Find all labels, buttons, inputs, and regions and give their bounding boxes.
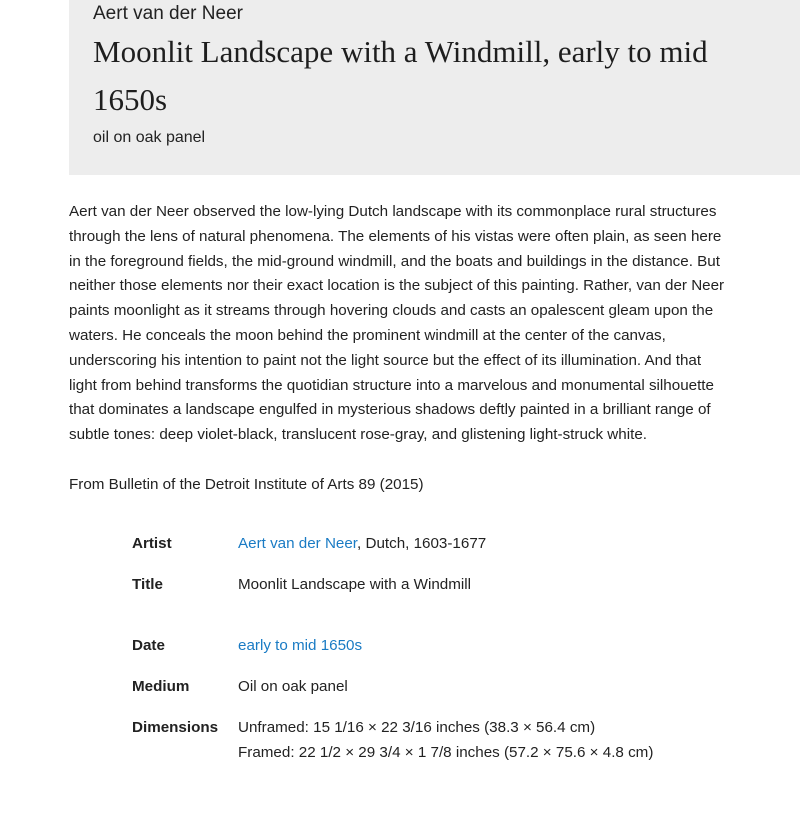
dimensions-framed: Framed: 22 1/2 × 29 3/4 × 1 7/8 inches (57.2 × 75.6 × 4.8 cm) xyxy=(238,744,654,761)
detail-label-artist: Artist xyxy=(132,535,172,552)
date-link[interactable]: early to mid 1650s xyxy=(238,637,363,654)
artwork-medium: oil on oak panel xyxy=(93,129,206,146)
detail-value-date xyxy=(238,633,362,658)
artist-name: Aert van der Neer xyxy=(93,3,243,24)
artwork-header xyxy=(69,0,800,175)
detail-label-date: Date xyxy=(132,637,165,654)
detail-label-dimensions: Dimensions xyxy=(132,719,219,736)
detail-value-dimensions xyxy=(238,715,653,765)
description-source: From Bulletin of the Detroit Institute of Arts 89 (2015) xyxy=(69,476,424,493)
artwork-title: Moonlit Landscape with a Windmill, early to mid 1650s xyxy=(93,34,708,117)
artist-nationality-dates: , Dutch, 1603-1677 xyxy=(357,535,487,552)
dimensions-unframed: Unframed: 15 1/16 × 22 3/16 inches (38.3 × 56.4 cm) xyxy=(238,719,596,736)
detail-value-title: Moonlit Landscape with a Windmill xyxy=(238,576,471,593)
artist-link[interactable]: Aert van der Neer xyxy=(238,535,358,552)
detail-value-artist xyxy=(238,531,486,556)
detail-value-medium: Oil on oak panel xyxy=(238,678,348,695)
artwork-description: Aert van der Neer observed the low-lying Dutch landscape with its commonplace rural structures through the lens of natural phenomena. The elements of his vistas were often plain, as seen here in the foreground fields, the mid-ground windmill, and the boats and buildings in the distance. But neither those elements nor their exact location is the subject of this painting. Rather, van der Neer paints moonlight as it streams through hovering clouds and casts an opalescent gleam upon the waters. He conceals the moon behind the prominent windmill at the center of the canvas, underscoring his intention to paint not the light source but the effect of its illumination. And that light from behind transforms the quotidian structure into a marvelous and monumental silhouette that dominates a landscape engulfed in mysterious shadows deftly painted in a brilliant range of subtle tones: deep violet-black, translucent rose-gray, and glistening light-struck white. xyxy=(69,203,725,444)
detail-label-medium: Medium xyxy=(132,678,190,695)
detail-label-title: Title xyxy=(132,576,163,593)
